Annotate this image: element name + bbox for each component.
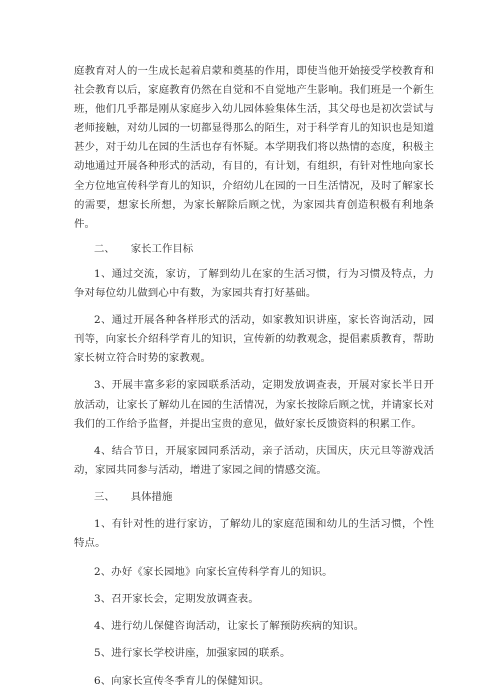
goal-item-4: 4、结合节日，开展家园同系活动，亲子活动，庆国庆，庆元旦等游戏活动，家园共同参与活动，增进了家园之间的情感交流。 (74, 444, 434, 476)
goal-item-3: 3、开展丰富多彩的家园联系活动，定期发放调查表，开展对家长半日开放活动，让家长了解幼儿在园的生活情况，为家长按除后顾之忧，并请家长对我们的工作给予监督，并提出宝贵的意见，做好家长反馈资料的积累工作。 (74, 379, 434, 430)
section-title: 家长工作目标 (130, 242, 194, 255)
measure-item-5: 5、进行家长学校讲座，加强家园的联系。 (94, 647, 291, 660)
intro-paragraph: 庭教育对人的一生成长起着启蒙和奠基的作用，即使当他开始接受学校教育和社会教育以后，家庭教育仍然在自觉和不自觉地产生影响。我们班是一个新生班，他们几乎都是刚从家庭步入幼儿园体验集体生活，其父母也是初次尝试与老师接触，对幼儿园的一切都显得那么的陌生，对于科学育儿的知识也是知道甚少，对于幼儿在园的生活也存有怀疑。本学期我们将以热情的态度，积极主动地通过开展各种形式的活动，有目的，有计划，有组织，有针对性地向家长全方位地宣传科学育儿的知识，介绍幼儿在园的一日生活情况，及时了解家长的需要，想家长所想，为家长解除后顾之忧，为家园共育创造积极有利地条件。 (74, 65, 434, 230)
section-number: 三、 (94, 490, 115, 503)
goal-item-2: 2、通过开展各种各样形式的活动，如家教知识讲座，家长咨询活动，园刊等，向家长介绍科学育儿的知识，宣传新的幼教观念，提倡素质教育，帮助家长树立符合时势的家教观。 (74, 314, 434, 365)
measure-item-1: 1、有针对性的进行家访，了解幼儿的家庭范围和幼儿的生活习惯，个性特点。 (74, 517, 434, 550)
measure-item-2: 2、办好《家长园地》向家长宣传科学育儿的知识。 (94, 566, 333, 579)
document-page (74, 62, 434, 691)
measure-item-6: 6、向家长宣传冬季育儿的保健知识。 (94, 674, 270, 687)
section-heading-goals (74, 240, 434, 259)
section-title: 具体措施 (130, 490, 173, 503)
goal-item-1: 1、通过交流，家访，了解到幼儿在家的生活习惯，行为习惯及特点，力争对每位幼儿做到心中有数，为家园共育打好基础。 (74, 267, 434, 300)
measure-item-3: 3、召开家长会，定期发放调查表。 (94, 593, 259, 606)
measure-item-4: 4、进行幼儿保健咨询活动，让家长了解预防疾病的知识。 (94, 620, 365, 633)
section-number: 二、 (94, 242, 115, 255)
section-heading-measures (74, 488, 434, 507)
